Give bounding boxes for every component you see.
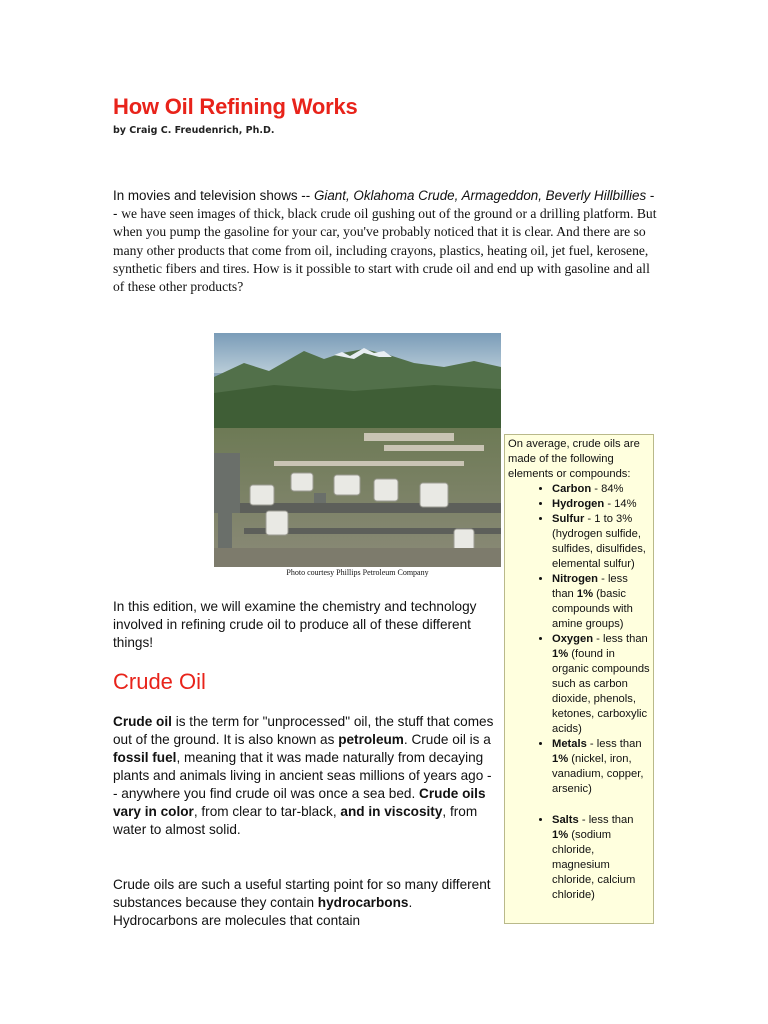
text-run: , meaning that it was made naturally from decaying plants and animals living in ancient seas millions of years ago -- anywhere you find crude oil was once a sea bed.: [113, 750, 492, 801]
element-detail: - less than: [578, 814, 634, 826]
sidebar-intro: On average, crude oils are made of the following elements or compounds:: [508, 438, 640, 480]
intro-show-titles: Giant, Oklahoma Crude, Armageddon, Beverly Hillbillies: [313, 188, 647, 203]
element-detail: - less than: [552, 573, 628, 600]
edition-paragraph: In this edition, we will examine the chemistry and technology involved in refining crude oil to produce all of these different things!: [113, 599, 477, 650]
element-name: Metals: [552, 738, 587, 750]
composition-list: [508, 482, 651, 903]
element-name: Sulfur: [552, 513, 585, 525]
refinery-landscape-image: [214, 333, 501, 567]
crude-oil-term: Crude oil: [113, 714, 172, 729]
element-name: Hydrogen: [552, 498, 605, 510]
text-run: Crude oils are such a useful starting point for so many different substances because they contain: [113, 877, 491, 910]
list-item-carbon: [552, 482, 651, 497]
element-detail: - less than: [593, 633, 648, 645]
element-percent: 1%: [552, 753, 569, 765]
refinery-photo: [214, 333, 501, 567]
element-name: Salts: [552, 814, 579, 826]
text-run: . Hydrocarbons are molecules that contain: [113, 895, 413, 928]
element-detail: - 14%: [604, 498, 637, 510]
text-run: . Crude oil is a: [403, 732, 491, 747]
list-item-metals: [552, 737, 651, 797]
viscosity-phrase: and in viscosity: [340, 804, 443, 819]
article-title: How Oil Refining Works: [113, 94, 358, 119]
element-detail: (nickel, iron, vanadium, copper, arsenic): [552, 753, 644, 795]
element-detail: - less than: [586, 738, 642, 750]
intro-rest: we have seen images of thick, black crude oil gushing out of the ground or a drilling platform. But when you pump the gasoline for your car, you've probably noticed that it is clear. And there are so many other products that come from oil, including crayons, plastics, heating oil, jet fuel, kerosene, synthetic fibers and tires. How is it possible to start with crude oil and end up with gasoline and all of these other products?: [113, 206, 657, 295]
list-item-oxygen: [552, 632, 651, 737]
text-run: , from clear to tar-black,: [193, 804, 341, 819]
element-name: Carbon: [552, 483, 592, 495]
hydrocarbons-term: hydrocarbons: [317, 895, 409, 910]
intro-paragraph: [113, 187, 658, 296]
crude-oil-paragraph-1: [113, 713, 495, 839]
element-percent: 1%: [552, 829, 569, 841]
element-percent: 1%: [552, 648, 569, 660]
photo-caption: Photo courtesy Phillips Petroleum Company: [286, 568, 429, 577]
list-item-hydrogen: [552, 497, 651, 512]
crude-oil-heading: Crude Oil: [113, 669, 206, 694]
byline: by Craig C. Freudenrich, Ph.D.: [113, 125, 275, 136]
element-percent: 1%: [576, 588, 594, 600]
fossil-fuel-term: fossil fuel: [113, 750, 177, 765]
crude-oil-paragraph-2: [113, 876, 495, 930]
element-detail: (sodium chloride, magnesium chloride, calcium chloride): [552, 829, 636, 901]
element-detail: - 84%: [591, 483, 624, 495]
list-item-salts: [552, 813, 651, 903]
text-run: , from water to almost solid.: [113, 804, 478, 837]
petroleum-term: petroleum: [338, 732, 404, 747]
element-detail: - 1 to 3% (hydrogen sulfide, sulfides, disulfides, elemental sulfur): [552, 513, 646, 570]
element-detail: (found in organic compounds such as carbon dioxide, phenols, ketones, carboxylic acids): [552, 648, 650, 735]
element-name: Oxygen: [552, 633, 594, 645]
element-detail: (basic compounds with amine groups): [552, 588, 633, 630]
intro-dashes: --: [113, 188, 655, 222]
list-item-sulfur: [552, 512, 651, 572]
intro-lead: In movies and television shows --: [113, 188, 314, 203]
color-variation-phrase: Crude oils vary in color: [113, 786, 486, 819]
element-name: Nitrogen: [552, 573, 598, 585]
list-item-nitrogen: [552, 572, 651, 632]
text-run: is the term for "unprocessed" oil, the stuff that comes out of the ground. It is also known as: [113, 714, 494, 747]
composition-sidebar: [504, 434, 654, 924]
